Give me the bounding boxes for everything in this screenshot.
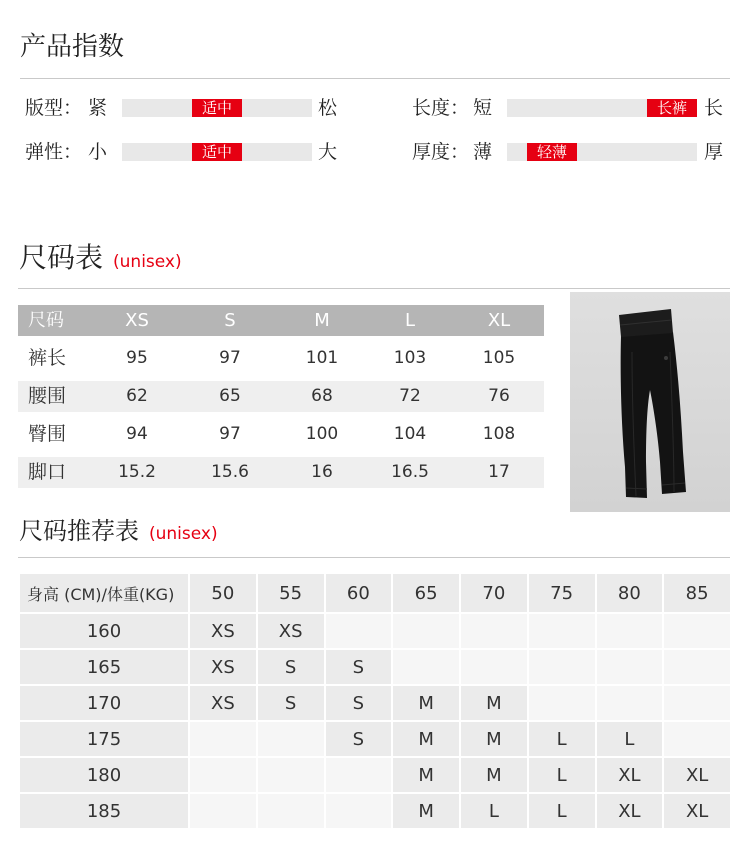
recommended-size-cell: S	[326, 650, 392, 684]
recommendation-title: 尺码推荐表	[19, 517, 139, 545]
index-bar-elasticity	[122, 143, 312, 161]
empty-size-cell	[529, 650, 595, 684]
size-table-cell: 72	[399, 386, 421, 406]
empty-size-cell	[326, 614, 392, 648]
size-table-cell: 100	[305, 424, 339, 444]
recommended-size-cell: XS	[190, 614, 256, 648]
size-table-row	[18, 343, 544, 374]
size-table-cell: 97	[219, 424, 241, 444]
size-table-header-cell: XL	[487, 310, 511, 331]
recommended-size-cell: XL	[597, 758, 663, 792]
recommendation-heading	[19, 515, 218, 550]
size-chart-heading	[19, 240, 182, 280]
size-table	[18, 305, 544, 495]
weight-header-cell: 70	[461, 574, 527, 612]
size-table-cell: 104	[393, 424, 427, 444]
index-label-thickness: 厚度：	[412, 141, 470, 163]
height-header-cell: 165	[20, 650, 188, 684]
index-max-thickness: 厚	[704, 141, 724, 163]
index-max-elasticity: 大	[318, 141, 338, 163]
recommended-size-cell: S	[258, 650, 324, 684]
empty-size-cell	[664, 650, 730, 684]
size-table-cell: 105	[482, 348, 516, 368]
recommended-size-cell: M	[393, 794, 459, 828]
size-table-cell: 95	[126, 348, 148, 368]
index-marker-fit: 适中	[192, 99, 242, 117]
weight-header-cell: 85	[664, 574, 730, 612]
size-table-cell: 76	[488, 386, 510, 406]
index-max-length: 长	[704, 97, 724, 119]
recommended-size-cell: L	[529, 722, 595, 756]
index-max-fit: 松	[318, 97, 338, 119]
empty-size-cell	[190, 758, 256, 792]
section-divider	[18, 557, 730, 558]
size-table-header-row	[18, 305, 544, 336]
size-table-cell: 15.6	[211, 462, 249, 482]
size-table-cell: 101	[305, 348, 339, 368]
weight-header-cell: 65	[393, 574, 459, 612]
weight-header-cell: 75	[529, 574, 595, 612]
size-table-row-label: 脚口	[28, 461, 67, 483]
weight-header-cell: 55	[258, 574, 324, 612]
size-table-cell: 17	[488, 462, 510, 482]
size-table-cell: 108	[482, 424, 516, 444]
size-table-cell: 103	[393, 348, 427, 368]
empty-size-cell	[393, 650, 459, 684]
size-table-cell: 16.5	[391, 462, 429, 482]
height-header-cell: 175	[20, 722, 188, 756]
recommended-size-cell: S	[326, 722, 392, 756]
recommended-size-cell: M	[393, 758, 459, 792]
index-min-fit: 紧	[88, 97, 108, 119]
size-table-header-cell: M	[314, 310, 330, 331]
recommended-size-cell: XS	[258, 614, 324, 648]
size-table-header-label: 尺码	[28, 310, 64, 331]
height-header-cell: 170	[20, 686, 188, 720]
recommended-size-cell: M	[461, 722, 527, 756]
index-label-length: 长度：	[412, 97, 470, 119]
empty-size-cell	[461, 650, 527, 684]
size-chart-title: 尺码表	[19, 241, 104, 274]
size-table-cell: 94	[126, 424, 148, 444]
weight-header-cell: 60	[326, 574, 392, 612]
empty-size-cell	[529, 614, 595, 648]
empty-size-cell	[258, 722, 324, 756]
recommended-size-cell: L	[597, 722, 663, 756]
recommended-size-cell: M	[393, 722, 459, 756]
recommended-size-cell: M	[461, 758, 527, 792]
size-table-cell: 16	[311, 462, 333, 482]
section-divider	[20, 78, 730, 79]
recommended-size-cell: L	[529, 758, 595, 792]
empty-size-cell	[326, 758, 392, 792]
weight-header-cell: 80	[597, 574, 663, 612]
empty-size-cell	[597, 686, 663, 720]
recommendation-corner-header: 身高 (CM)/体重(KG)	[20, 574, 188, 612]
index-min-length: 短	[473, 97, 493, 119]
empty-size-cell	[190, 794, 256, 828]
pants-shape	[621, 332, 686, 498]
empty-size-cell	[190, 722, 256, 756]
size-table-header-cell: XS	[125, 310, 149, 331]
height-header-cell: 185	[20, 794, 188, 828]
empty-size-cell	[597, 614, 663, 648]
size-chart-subtitle: (unisex)	[113, 252, 182, 272]
recommended-size-cell: M	[461, 686, 527, 720]
empty-size-cell	[326, 794, 392, 828]
empty-size-cell	[461, 614, 527, 648]
index-min-elasticity: 小	[88, 141, 108, 163]
size-table-row-label: 臀围	[28, 423, 67, 445]
size-table-row	[18, 457, 544, 488]
size-table-row-label: 腰围	[28, 385, 67, 407]
size-table-cell: 15.2	[118, 462, 156, 482]
index-bar-length	[507, 99, 697, 117]
empty-size-cell	[529, 686, 595, 720]
recommended-size-cell: S	[326, 686, 392, 720]
index-label-fit: 版型：	[25, 97, 83, 119]
pants-logo-icon	[664, 356, 668, 360]
size-table-row-label: 裤长	[28, 347, 67, 369]
index-marker-elasticity: 适中	[192, 143, 242, 161]
size-table-header-cell: S	[224, 310, 236, 331]
recommended-size-cell: XL	[597, 794, 663, 828]
index-min-thickness: 薄	[473, 141, 493, 163]
recommended-size-cell: XS	[190, 686, 256, 720]
index-label-elasticity: 弹性：	[25, 141, 83, 163]
size-table-cell: 68	[311, 386, 333, 406]
index-bar-thickness	[507, 143, 697, 161]
height-header-cell: 180	[20, 758, 188, 792]
size-table-row	[18, 419, 544, 450]
recommended-size-cell: M	[393, 686, 459, 720]
size-table-header-cell: L	[404, 310, 416, 331]
index-marker-thickness: 轻薄	[527, 143, 577, 161]
empty-size-cell	[258, 794, 324, 828]
empty-size-cell	[664, 722, 730, 756]
index-bar-fit	[122, 99, 312, 117]
empty-size-cell	[597, 650, 663, 684]
size-table-row	[18, 381, 544, 412]
recommended-size-cell: XL	[664, 794, 730, 828]
recommendation-table	[20, 574, 730, 828]
size-table-cell: 97	[219, 348, 241, 368]
weight-header-cell: 50	[190, 574, 256, 612]
empty-size-cell	[258, 758, 324, 792]
size-table-cell: 65	[219, 386, 241, 406]
size-table-cell: 62	[126, 386, 148, 406]
recommended-size-cell: XS	[190, 650, 256, 684]
recommended-size-cell: XL	[664, 758, 730, 792]
recommended-size-cell: L	[461, 794, 527, 828]
recommended-size-cell: S	[258, 686, 324, 720]
recommendation-subtitle: (unisex)	[149, 524, 218, 544]
empty-size-cell	[664, 614, 730, 648]
pants-image	[570, 292, 730, 512]
recommended-size-cell: L	[529, 794, 595, 828]
section-divider	[18, 288, 730, 289]
empty-size-cell	[393, 614, 459, 648]
product-photo	[570, 292, 730, 512]
empty-size-cell	[664, 686, 730, 720]
index-marker-length: 长裤	[647, 99, 697, 117]
height-header-cell: 160	[20, 614, 188, 648]
product-index-title: 产品指数	[20, 32, 125, 62]
